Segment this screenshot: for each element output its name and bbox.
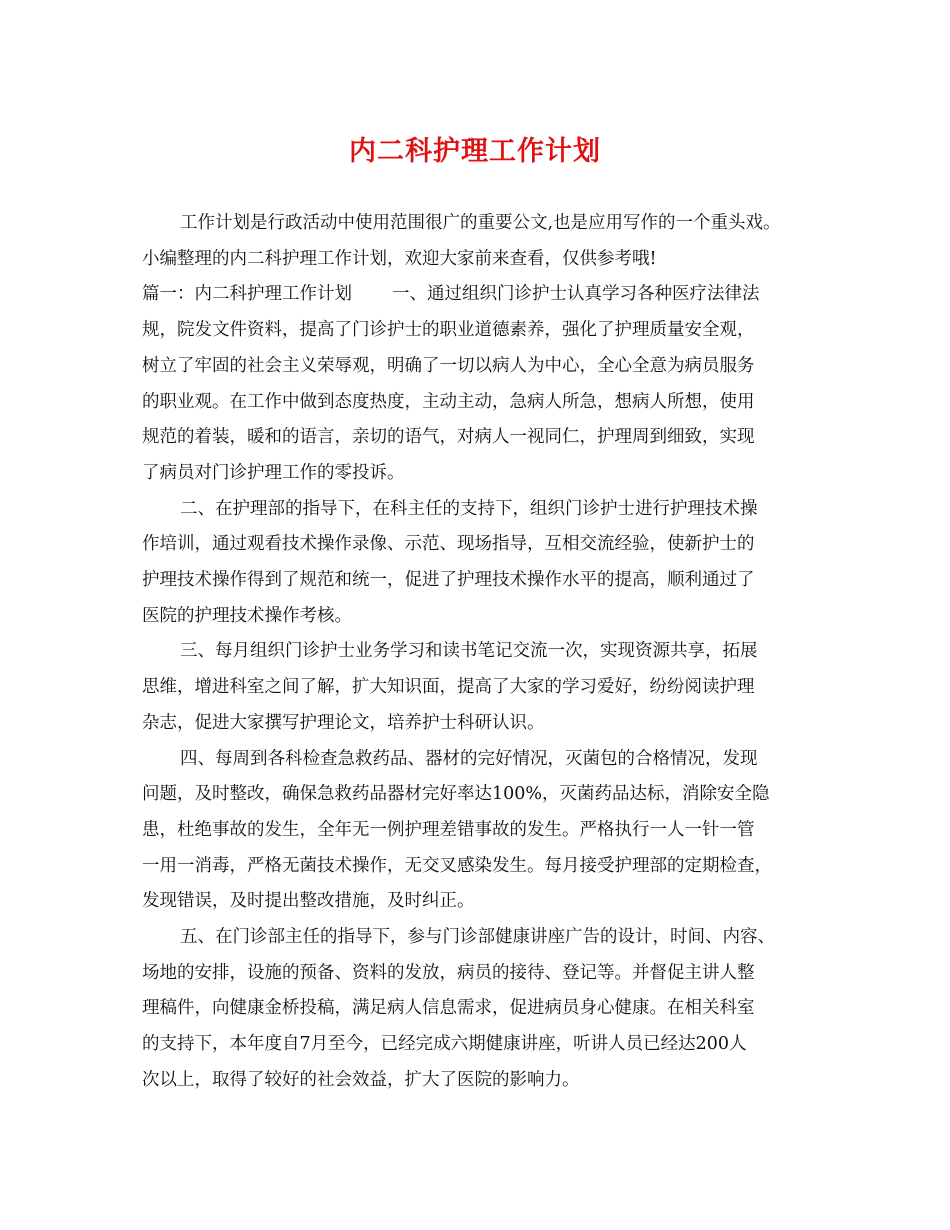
paragraph-line: 的职业观。在工作中做到态度热度，主动主动，急病人所急，想病人所想，使用	[142, 391, 755, 412]
paragraph-line: 次以上，取得了较好的社会效益，扩大了医院的影响力。	[142, 1069, 580, 1090]
paragraph-line: 树立了牢固的社会主义荣辱观，明确了一切以病人为中心，全心全意为病员服务	[142, 355, 755, 376]
paragraph-line: 场地的安排，设施的预备、资料的发放，病员的接待、登记等。并督促主讲人整	[142, 962, 755, 983]
paragraph-line: 了病员对门诊护理工作的零投诉。	[142, 462, 405, 483]
paragraph-line: 规，院发文件资料，提高了门诊护士的职业道德素养，强化了护理质量安全观，	[142, 320, 755, 341]
paragraph-line: 小编整理的内二科护理工作计划，欢迎大家前来查看，仅供参考哦!	[142, 248, 657, 269]
paragraph-line: 患，杜绝事故的发生，全年无一例护理差错事故的发生。严格执行一人一针一管	[142, 819, 755, 840]
paragraph-line: 问题，及时整改，确保急救药品器材完好率达100%，灭菌药品达标，消除安全隐	[142, 784, 770, 805]
paragraph-line: 作培训，通过观看技术操作录像、示范、现场指导，互相交流经验，使新护士的	[142, 534, 755, 555]
paragraph-line: 杂志，促进大家撰写护理论文，培养护士科研认识。	[142, 712, 545, 733]
paragraph-line-segment: 一、通过组织门诊护士认真学习各种医疗法律法	[392, 284, 760, 305]
paragraph-line: 二、在护理部的指导下，在科主任的支持下，组织门诊护士进行护理技术操	[180, 498, 758, 519]
paragraph-line: 的支持下，本年度自7月至今，已经完成六期健康讲座，听讲人员已经达200人	[142, 1034, 747, 1055]
paragraph-line: 规范的着装，暖和的语言，亲切的语气，对病人一视同仁，护理周到细致，实现	[142, 427, 755, 448]
paragraph-line: 护理技术操作得到了规范和统一，促进了护理技术操作水平的提高，顺利通过了	[142, 570, 755, 591]
paragraph-line: 四、每周到各科检查急救药品、器材的完好情况，灭菌包的合格情况，发现	[180, 748, 758, 769]
paragraph-line: 思维，增进科室之间了解，扩大知识面，提高了大家的学习爱好，纷纷阅读护理	[142, 677, 755, 698]
paragraph-line: 发现错误，及时提出整改措施，及时纠正。	[142, 891, 475, 912]
document-title: 内二科护理工作计划	[349, 136, 601, 167]
paragraph-line: 工作计划是行政活动中使用范围很广的重要公文,也是应用写作的一个重头戏。	[180, 213, 781, 233]
paragraph-line: 一用一消毒，严格无菌技术操作，无交叉感染发生。每月接受护理部的定期检查，	[142, 855, 772, 876]
paragraph-line	[142, 277, 832, 313]
paragraph-line: 理稿件，向健康金桥投稿，满足病人信息需求，促进病员身心健康。在相关科室	[142, 998, 755, 1019]
document-body	[142, 206, 832, 1099]
section-heading: 篇一：内二科护理工作计划	[142, 284, 352, 305]
paragraph-line: 五、在门诊部主任的指导下，参与门诊部健康讲座广告的设计，时间、内容、	[180, 927, 775, 948]
paragraph-line: 三、每月组织门诊护士业务学习和读书笔记交流一次，实现资源共享，拓展	[180, 641, 758, 662]
paragraph-line: 医院的护理技术操作考核。	[142, 605, 352, 626]
